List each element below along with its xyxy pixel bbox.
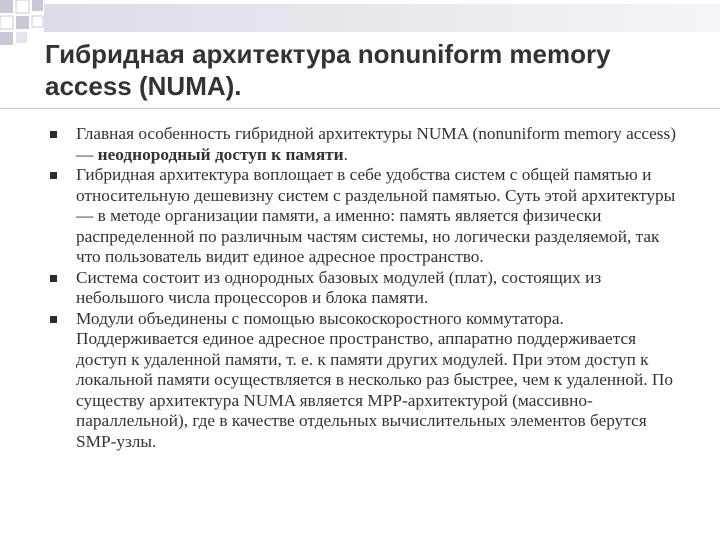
decor-square <box>0 32 13 45</box>
decor-square <box>32 0 43 11</box>
decor-square <box>16 32 27 43</box>
slide-title: Гибридная архитектура nonuniform memory access (NUMA). <box>45 39 611 101</box>
list-item-text: Гибридная архитектура воплощает в себе удобства систем с общей памятью и относительную дешевизну систем с раздельной памятью. Суть этой архитектуры — в методе организации памяти, а именно: память является физически распределенной по различным частям системы, но логически разделяемой, так что пользователь видит единое адресное пространство. <box>76 165 676 266</box>
bullet-icon <box>50 275 57 282</box>
list-item <box>48 124 688 165</box>
bullet-icon <box>50 131 57 138</box>
bullet-icon <box>50 172 57 179</box>
bullet-icon <box>50 316 57 323</box>
bullet-list <box>48 124 688 452</box>
list-item-tail: . <box>343 144 348 164</box>
list-item-text: Система состоит из однородных базовых модулей (плат), состоящих из небольшого числа процессоров и блока памяти. <box>76 267 602 307</box>
list-item <box>48 309 688 453</box>
list-item <box>48 268 688 309</box>
decor-square <box>32 16 43 27</box>
decor-band <box>44 4 720 32</box>
list-item-text: Модули объединены с помощью высокоскоростного коммутатора. Поддерживается единое адресное пространство, аппаратно поддерживается доступ к удаленной памяти, т. е. к памяти других модулей. При этом доступ к локальной памяти осуществляется в несколько раз быстрее, чем к удаленной. По существу архитектура NUMA является MPP-архитектурой (массивно-параллельной), где в качестве отдельных вычислительных элементов берутся SMP-узлы. <box>76 308 674 451</box>
list-item-emphasis: неоднородный доступ к памяти <box>97 144 344 164</box>
title-divider <box>0 108 720 109</box>
list-item-text: Главная особенность гибридной архитектуры NUMA (nonuniform memory access) — <box>76 124 676 164</box>
decor-square <box>16 0 29 13</box>
decor-square <box>0 16 13 29</box>
decor-square <box>16 16 29 29</box>
list-item <box>48 165 688 268</box>
decor-square <box>0 0 13 13</box>
